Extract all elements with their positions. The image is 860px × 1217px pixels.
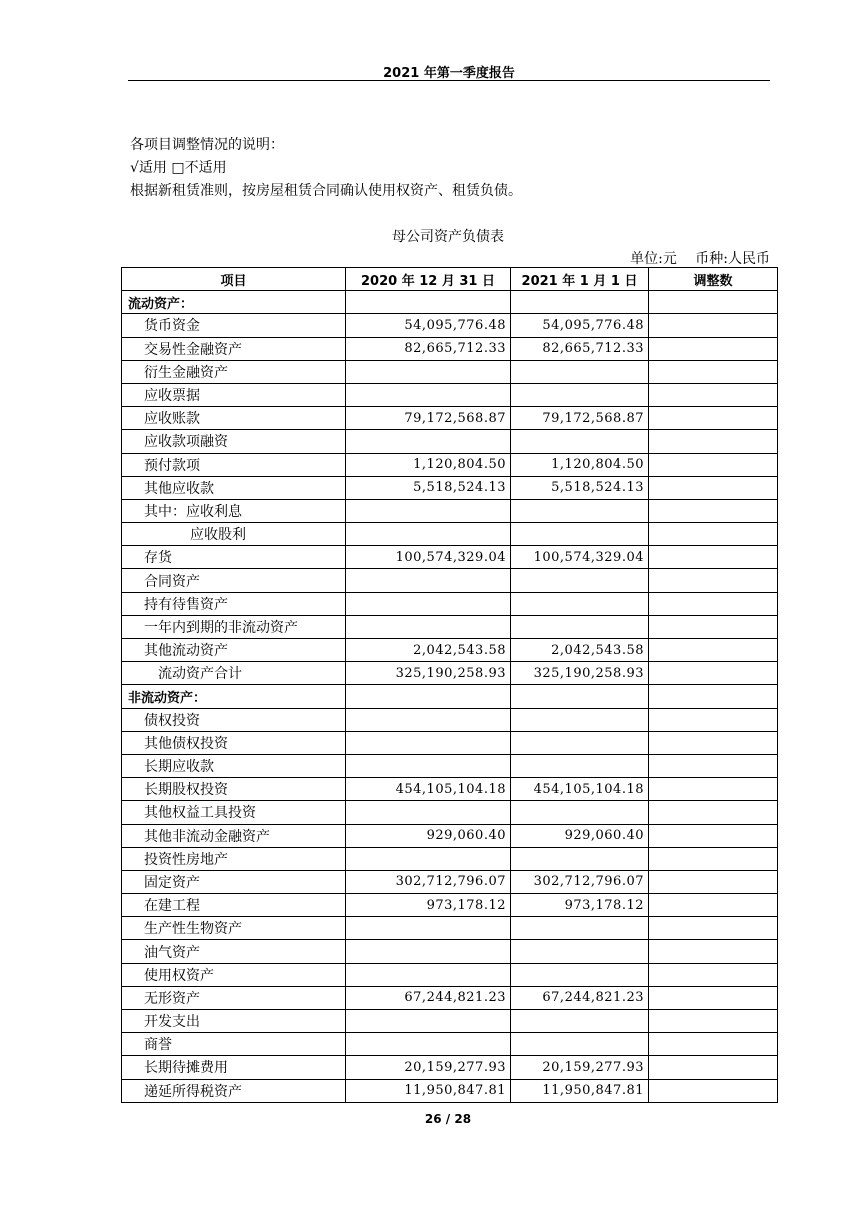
value-adjustment [649,1079,778,1102]
table-row [122,824,778,847]
table-row [122,615,778,638]
value-2020-12-31 [346,847,511,870]
row-label: 油气资产 [122,940,346,963]
row-label: 流动资产： [122,291,346,314]
value-adjustment [649,1056,778,1079]
currency-label: 币种:人民币 [695,251,770,267]
value-2021-01-01: 54,095,776.48 [511,314,649,337]
table-row [122,754,778,777]
value-2021-01-01: 454,105,104.18 [511,778,649,801]
value-adjustment [649,1010,778,1033]
value-adjustment [649,639,778,662]
value-2020-12-31: 82,665,712.33 [346,337,511,360]
row-label: 生产性生物资产 [122,917,346,940]
value-2021-01-01: 973,178.12 [511,894,649,917]
value-2021-01-01: 100,574,329.04 [511,546,649,569]
value-adjustment [649,963,778,986]
value-2020-12-31: 5,518,524.13 [346,476,511,499]
table-row [122,523,778,546]
value-adjustment [649,685,778,708]
value-2021-01-01 [511,1033,649,1056]
value-2021-01-01: 325,190,258.93 [511,662,649,685]
value-adjustment [649,894,778,917]
table-row [122,847,778,870]
table-row [122,453,778,476]
value-2020-12-31: 20,159,277.93 [346,1056,511,1079]
value-2021-01-01 [511,801,649,824]
unit-label: 单位:元 [630,251,677,267]
value-adjustment [649,314,778,337]
value-2021-01-01: 79,172,568.87 [511,407,649,430]
value-2021-01-01: 302,712,796.07 [511,870,649,893]
table-row [122,894,778,917]
row-label: 其中：应收利息 [122,499,346,522]
value-2020-12-31 [346,685,511,708]
value-adjustment [649,731,778,754]
value-2021-01-01 [511,383,649,406]
table-header-row [122,268,778,291]
value-2020-12-31: 2,042,543.58 [346,639,511,662]
value-adjustment [649,986,778,1009]
row-label: 在建工程 [122,894,346,917]
row-label: 无形资产 [122,986,346,1009]
table-row [122,1033,778,1056]
value-2021-01-01: 5,518,524.13 [511,476,649,499]
value-2020-12-31: 1,120,804.50 [346,453,511,476]
value-adjustment [649,337,778,360]
table-row [122,662,778,685]
value-adjustment [649,523,778,546]
row-label: 债权投资 [122,708,346,731]
value-2020-12-31 [346,523,511,546]
row-label: 一年内到期的非流动资产 [122,615,346,638]
row-label: 预付款项 [122,453,346,476]
table-row [122,546,778,569]
row-label: 投资性房地产 [122,847,346,870]
value-2021-01-01: 929,060.40 [511,824,649,847]
value-2020-12-31: 302,712,796.07 [346,870,511,893]
row-label: 固定资产 [122,870,346,893]
value-2021-01-01: 1,120,804.50 [511,453,649,476]
applicability-checkbox-line: √适用 □不适用 [130,160,227,176]
value-adjustment [649,592,778,615]
table-row [122,1079,778,1102]
value-2020-12-31: 929,060.40 [346,824,511,847]
value-2020-12-31: 973,178.12 [346,894,511,917]
table-row [122,1056,778,1079]
value-2020-12-31 [346,963,511,986]
value-2021-01-01 [511,430,649,453]
value-adjustment [649,360,778,383]
row-label: 使用权资产 [122,963,346,986]
value-adjustment [649,662,778,685]
value-2020-12-31: 67,244,821.23 [346,986,511,1009]
row-label: 应收股利 [122,523,346,546]
value-2021-01-01 [511,291,649,314]
table-row [122,639,778,662]
value-adjustment [649,940,778,963]
value-2020-12-31 [346,801,511,824]
row-label: 非流动资产： [122,685,346,708]
table-row [122,778,778,801]
value-2021-01-01 [511,940,649,963]
value-2021-01-01 [511,499,649,522]
value-2020-12-31 [346,569,511,592]
value-2021-01-01: 67,244,821.23 [511,986,649,1009]
value-adjustment [649,407,778,430]
value-adjustment [649,291,778,314]
value-2020-12-31: 100,574,329.04 [346,546,511,569]
row-label: 其他非流动金融资产 [122,824,346,847]
row-label: 合同资产 [122,569,346,592]
row-label: 应收票据 [122,383,346,406]
row-label: 交易性金融资产 [122,337,346,360]
row-label: 应收账款 [122,407,346,430]
column-header-item: 项目 [122,268,346,291]
value-adjustment [649,754,778,777]
table-title: 母公司资产负债表 [392,229,504,245]
table-row [122,430,778,453]
table-row [122,917,778,940]
table-row [122,499,778,522]
column-header-2021-01-01: 2021 年 1 月 1 日 [511,268,649,291]
value-2020-12-31 [346,499,511,522]
table-row [122,592,778,615]
header-divider [128,80,770,81]
section-row [122,685,778,708]
adjustment-explanation-text: 根据新租赁准则，按房屋租赁合同确认使用权资产、租赁负债。 [130,183,522,199]
value-2021-01-01 [511,708,649,731]
value-2020-12-31 [346,592,511,615]
report-header: 2021 年第一季度报告 [383,66,515,81]
table-row [122,801,778,824]
value-2021-01-01 [511,569,649,592]
value-2020-12-31 [346,430,511,453]
value-2020-12-31 [346,1033,511,1056]
table-row [122,940,778,963]
row-label: 长期股权投资 [122,778,346,801]
value-adjustment [649,453,778,476]
value-2020-12-31 [346,615,511,638]
value-2021-01-01 [511,847,649,870]
row-label: 持有待售资产 [122,592,346,615]
table-row [122,731,778,754]
value-adjustment [649,476,778,499]
value-adjustment [649,430,778,453]
row-label: 开发支出 [122,1010,346,1033]
row-label: 衍生金融资产 [122,360,346,383]
value-2020-12-31 [346,1010,511,1033]
value-2020-12-31 [346,291,511,314]
column-header-2020-12-31: 2020 年 12 月 31 日 [346,268,511,291]
row-label: 商誉 [122,1033,346,1056]
value-adjustment [649,917,778,940]
table-row [122,360,778,383]
row-label: 长期应收款 [122,754,346,777]
balance-sheet-table [121,267,778,1103]
table-row [122,337,778,360]
row-label: 流动资产合计 [122,662,346,685]
value-adjustment [649,615,778,638]
value-2021-01-01: 2,042,543.58 [511,639,649,662]
value-adjustment [649,546,778,569]
section-row [122,291,778,314]
value-2020-12-31: 54,095,776.48 [346,314,511,337]
value-adjustment [649,801,778,824]
value-2021-01-01 [511,1010,649,1033]
value-adjustment [649,824,778,847]
value-2021-01-01 [511,754,649,777]
value-adjustment [649,708,778,731]
value-2021-01-01: 20,159,277.93 [511,1056,649,1079]
column-header-adjustment: 调整数 [649,268,778,291]
value-2020-12-31 [346,940,511,963]
table-row [122,870,778,893]
row-label: 存货 [122,546,346,569]
table-row [122,708,778,731]
value-2020-12-31: 454,105,104.18 [346,778,511,801]
table-row [122,314,778,337]
value-2021-01-01 [511,917,649,940]
value-adjustment [649,778,778,801]
value-2020-12-31: 325,190,258.93 [346,662,511,685]
value-2021-01-01 [511,592,649,615]
adjustment-explanation-heading: 各项目调整情况的说明： [130,137,284,153]
unit-currency-line [630,248,770,268]
row-label: 其他债权投资 [122,731,346,754]
table-row [122,1010,778,1033]
table-row [122,383,778,406]
row-label: 应收款项融资 [122,430,346,453]
table-row [122,476,778,499]
table-row [122,407,778,430]
row-label: 其他流动资产 [122,639,346,662]
table-body [122,291,778,1103]
value-2021-01-01 [511,731,649,754]
value-adjustment [649,569,778,592]
value-2021-01-01 [511,360,649,383]
row-label: 长期待摊费用 [122,1056,346,1079]
value-adjustment [649,870,778,893]
table-row [122,569,778,592]
value-2020-12-31: 79,172,568.87 [346,407,511,430]
page-number: 26 / 28 [424,1112,472,1126]
value-2020-12-31 [346,383,511,406]
value-2021-01-01 [511,615,649,638]
value-2020-12-31 [346,917,511,940]
value-2021-01-01: 11,950,847.81 [511,1079,649,1102]
value-2020-12-31 [346,754,511,777]
row-label: 货币资金 [122,314,346,337]
value-2020-12-31: 11,950,847.81 [346,1079,511,1102]
table-row [122,986,778,1009]
value-adjustment [649,847,778,870]
value-2020-12-31 [346,360,511,383]
value-2021-01-01 [511,685,649,708]
value-2020-12-31 [346,708,511,731]
value-2021-01-01: 82,665,712.33 [511,337,649,360]
row-label: 其他权益工具投资 [122,801,346,824]
row-label: 其他应收款 [122,476,346,499]
value-2021-01-01 [511,963,649,986]
value-adjustment [649,383,778,406]
value-2020-12-31 [346,731,511,754]
table-row [122,963,778,986]
value-adjustment [649,499,778,522]
row-label: 递延所得税资产 [122,1079,346,1102]
value-2021-01-01 [511,523,649,546]
value-adjustment [649,1033,778,1056]
